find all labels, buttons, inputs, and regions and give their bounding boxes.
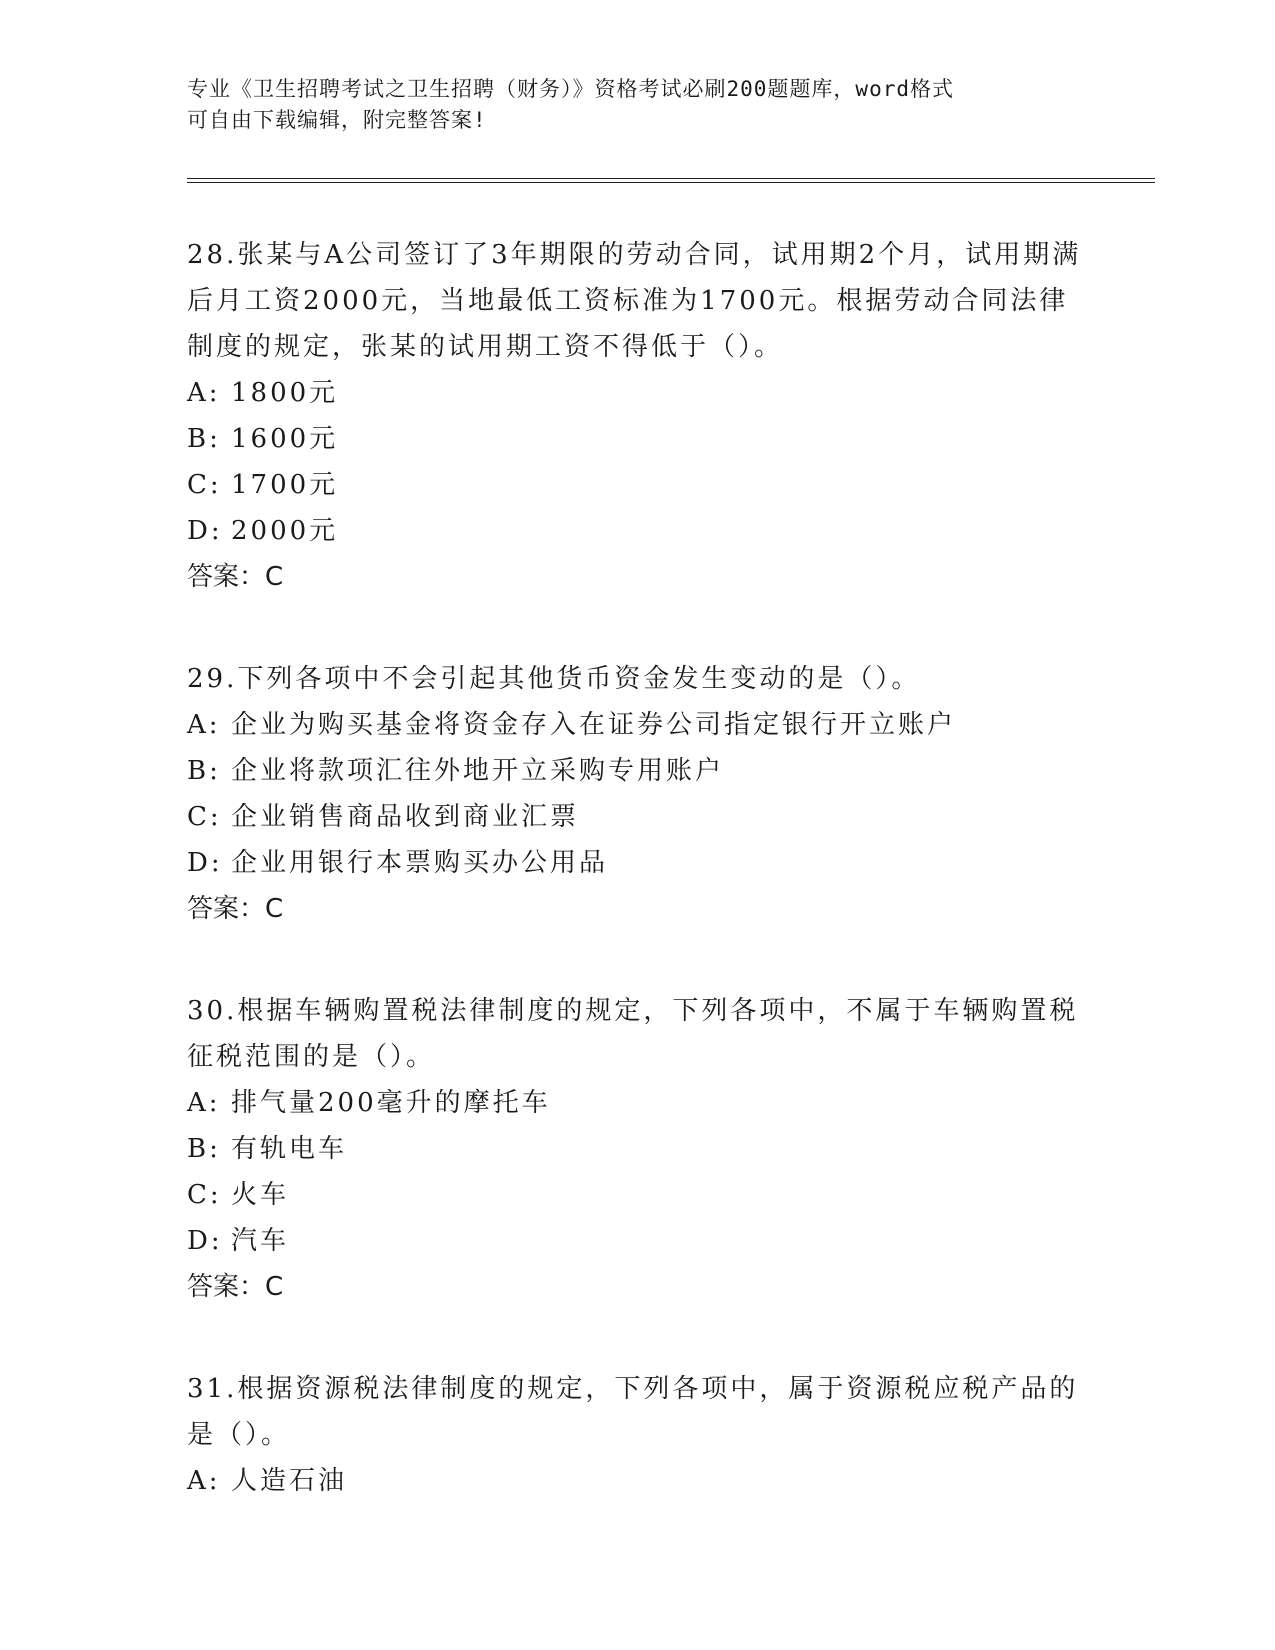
question-stem: 31.根据资源税法律制度的规定，下列各项中，属于资源税应税产品的是（）。: [187, 1374, 1079, 1450]
question-28: [187, 232, 1087, 600]
option-key: C:: [187, 470, 222, 500]
question-31: [187, 1366, 1087, 1504]
option-a: [187, 370, 1087, 416]
option-key: A:: [187, 378, 221, 408]
option-key: D:: [187, 1226, 223, 1256]
option-key: C:: [187, 1180, 222, 1210]
question-stem: 30.根据车辆购置税法律制度的规定，下列各项中，不属于车辆购置税征税范围的是（）。: [187, 996, 1079, 1072]
option-c: [187, 462, 1087, 508]
answer-line: 答案：C: [187, 562, 284, 592]
option-key: A:: [187, 1088, 221, 1118]
option-d: [187, 840, 1087, 886]
question-30: [187, 988, 1087, 1310]
option-key: B:: [187, 424, 221, 454]
answer-line: 答案：C: [187, 1272, 284, 1302]
header-line-1: 专业《卫生招聘考试之卫生招聘（财务）》资格考试必刷200题题库，word格式: [187, 77, 954, 101]
option-c: [187, 1172, 1087, 1218]
question-stem: 28.张某与A公司签订了3年期限的劳动合同，试用期2个月，试用期满后月工资2000元，当地最低工资标准为1700元。根据劳动合同法律制度的规定，张某的试用期工资不得低于（）。: [187, 240, 1082, 362]
option-a: [187, 1080, 1087, 1126]
option-text: 1700元: [231, 470, 339, 500]
document-header: [187, 74, 1087, 136]
option-text: 企业为购买基金将资金存入在证券公司指定银行开立账户: [231, 710, 957, 740]
option-text: 企业销售商品收到商业汇票: [231, 802, 580, 832]
header-line-2: 可自由下载编辑，附完整答案!: [187, 108, 487, 132]
option-d: [187, 508, 1087, 554]
option-key: D:: [187, 848, 223, 878]
option-key: A:: [187, 1466, 221, 1496]
option-d: [187, 1218, 1087, 1264]
option-text: 企业用银行本票购买办公用品: [231, 848, 609, 878]
option-b: [187, 416, 1087, 462]
option-a: [187, 1458, 1087, 1504]
option-text: 2000元: [231, 516, 339, 546]
option-text: 人造石油: [231, 1466, 348, 1496]
option-key: B:: [187, 1134, 221, 1164]
option-c: [187, 794, 1087, 840]
header-double-rule: [187, 178, 1155, 183]
option-text: 汽车: [231, 1226, 290, 1256]
option-key: A:: [187, 710, 221, 740]
question-29: [187, 656, 1087, 932]
question-stem: 29.下列各项中不会引起其他货币资金发生变动的是（）。: [187, 664, 921, 694]
option-b: [187, 1126, 1087, 1172]
option-key: B:: [187, 756, 221, 786]
option-text: 1800元: [231, 378, 339, 408]
option-text: 有轨电车: [231, 1134, 348, 1164]
option-text: 火车: [231, 1180, 290, 1210]
option-a: [187, 702, 1087, 748]
option-key: D:: [187, 516, 223, 546]
answer-line: 答案：C: [187, 894, 284, 924]
option-text: 排气量200毫升的摩托车: [231, 1088, 551, 1118]
option-b: [187, 748, 1087, 794]
option-key: C:: [187, 802, 222, 832]
option-text: 1600元: [231, 424, 339, 454]
option-text: 企业将款项汇往外地开立采购专用账户: [231, 756, 725, 786]
question-list: [187, 232, 1087, 1560]
